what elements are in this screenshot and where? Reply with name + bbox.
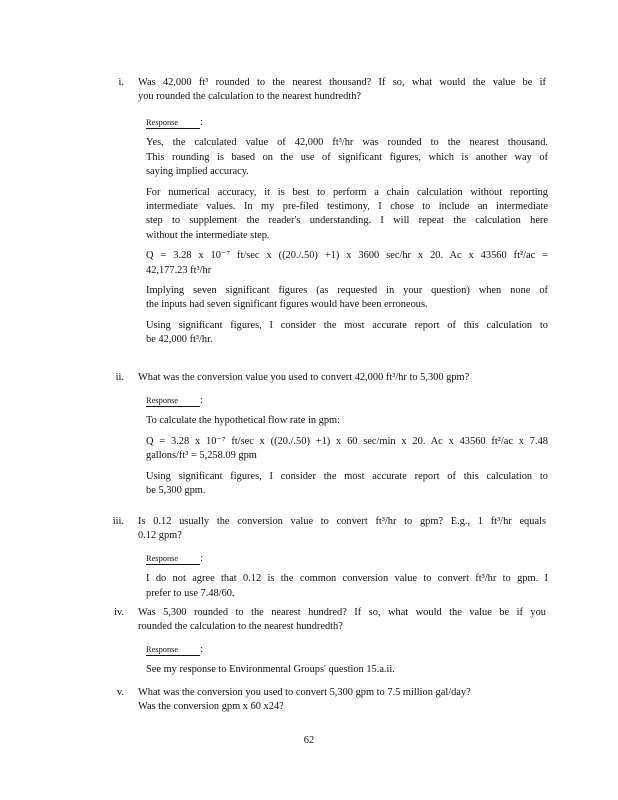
response-paragraph bbox=[146, 186, 548, 244]
response-paragraph bbox=[146, 414, 548, 428]
item-number: v. bbox=[116, 687, 124, 698]
item-number: ii. bbox=[115, 372, 124, 383]
paragraph-line: Using significant figures, I consider the most accurate report of this calculation to bbox=[146, 470, 548, 482]
response-paragraph bbox=[146, 572, 548, 601]
paragraph-line: To calculate the hypothetical flow rate in gpm: bbox=[146, 415, 341, 427]
question-line: rounded the calculation to the nearest hundredth? bbox=[138, 621, 343, 633]
response-block: Response : See my response to Environmental Groups' question 15.a.ii. bbox=[146, 643, 548, 684]
paragraph-line: Yes, the calculated value of 42,000 ft³/hr was rounded to the nearest thousand. bbox=[146, 137, 548, 149]
paragraph-line: Using significant figures, I consider the most accurate report of this calculation to bbox=[146, 319, 548, 331]
response-paragraph bbox=[146, 470, 548, 499]
response-block: Response : I do not agree that 0.12 is the common conversion value to convert ft³/hr to gpm. I prefer to use 7.48/60. bbox=[146, 552, 548, 607]
response-label: Response bbox=[146, 645, 200, 656]
paragraph-line: For numerical accuracy, it is best to perform a chain calculation without reporting bbox=[146, 186, 548, 198]
calculation-paragraph bbox=[146, 435, 548, 464]
paragraph-line: This rounding is based on the use of significant figures, which is another way of bbox=[146, 151, 548, 163]
paragraph-line: Implying seven significant figures (as requested in your question) when none of bbox=[146, 285, 548, 297]
response-label: Response bbox=[146, 554, 200, 565]
question-line: Was 42,000 ft³ rounded to the nearest thousand? If so, what would the value be if bbox=[138, 77, 546, 88]
question-line: Was 5,300 rounded to the nearest hundred? If so, what would the value be if you bbox=[138, 607, 546, 618]
response-block: Response : To calculate the hypothetical flow rate in gpm: Q = 3.28 x 10⁻⁷ ft/sec x ((20./.50) +1) x 60 sec/min x 20. Ac x 43560 ft²/ac x 7.48 gallons/ft³ = 5,258.09 gpm Using significant figures, I consider the most accurate report of this calculation to be 5,300 gpm. bbox=[146, 394, 548, 504]
item-number: i. bbox=[118, 77, 124, 88]
question-text bbox=[138, 686, 546, 715]
question-line: What was the conversion you used to convert 5,300 gpm to 7.5 million gal/day? bbox=[138, 687, 471, 698]
response-paragraph bbox=[146, 136, 548, 179]
question-line: you rounded the calculation to the nearest hundredth? bbox=[138, 91, 362, 103]
paragraph-line: step to supplement the reader's understanding. I will repeat the calculation here bbox=[146, 215, 548, 227]
paragraph-line: 42,177.23 ft³/hr bbox=[146, 264, 212, 276]
calculation-paragraph bbox=[146, 249, 548, 278]
question-text bbox=[138, 76, 546, 105]
response-label: Response bbox=[146, 118, 200, 129]
paragraph-line: intermediate values. In my pre-filed testimony, I chose to include an intermediate bbox=[146, 201, 548, 213]
response-paragraph bbox=[146, 319, 548, 348]
question-line: Was the conversion gpm x 60 x24? bbox=[138, 701, 284, 713]
page-number: 62 bbox=[303, 735, 315, 746]
paragraph-line: Q = 3.28 x 10⁻⁷ ft/sec x ((20./.50) +1) x 3600 sec/hr x 20. Ac x 43560 ft²/ac = bbox=[146, 250, 548, 262]
response-paragraph bbox=[146, 284, 548, 313]
paragraph-line: I do not agree that 0.12 is the common conversion value to convert ft³/hr to gpm. I bbox=[146, 573, 548, 585]
response-block: Response : Yes, the calculated value of 42,000 ft³/hr was rounded to the nearest thousand. This rounding is based on the use of significant figures, which is another way of saying implied accuracy. For numerical accuracy, it is best to perform a chain calculation without reporting intermediate values. In my pre-filed testimony, I chose to include an intermediate step to supplement the reader's understanding. I will repeat the calculation here without the intermediate step. Q = 3.28 x 10⁻⁷ ft/sec x ((20./.50) +1) x 3600 sec/hr x 20. Ac x 43560 ft²/ac = 42,177.23 ft³/hr Implying seven significant figures (as requested in your question) when none of the inputs had seven significant figures would have been erroneous. Using significant figures, I consider the most accurate report of this calculation to be 42,000 ft³/hr. bbox=[146, 116, 548, 354]
response-paragraph bbox=[146, 663, 548, 677]
paragraph-line: be 5,300 gpm. bbox=[146, 485, 206, 497]
question-text bbox=[138, 515, 546, 544]
question-text bbox=[138, 371, 546, 385]
item-number: iii. bbox=[112, 516, 124, 527]
item-number: iv. bbox=[113, 607, 124, 618]
paragraph-line: gallons/ft³ = 5,258.09 gpm bbox=[146, 450, 257, 462]
paragraph-line: the inputs had seven significant figures would have been erroneous. bbox=[146, 299, 428, 311]
question-line: Is 0.12 usually the conversion value to convert ft³/hr to gpm? E.g., 1 ft³/hr equals bbox=[138, 516, 546, 527]
paragraph-line: Q = 3.28 x 10⁻⁷ ft/sec x ((20./.50) +1) x 60 sec/min x 20. Ac x 43560 ft²/ac x 7.48 bbox=[146, 435, 548, 447]
paragraph-line: be 42,000 ft³/hr. bbox=[146, 334, 213, 346]
question-line: 0.12 gpm? bbox=[138, 530, 182, 542]
response-label: Response bbox=[146, 396, 200, 407]
paragraph-line: See my response to Environmental Groups' question 15.a.ii. bbox=[146, 664, 395, 676]
question-text bbox=[138, 606, 546, 635]
question-line: What was the conversion value you used to convert 42,000 ft³/hr to 5,300 gpm? bbox=[138, 372, 470, 383]
paragraph-line: without the intermediate step. bbox=[146, 229, 270, 241]
paragraph-line: prefer to use 7.48/60. bbox=[146, 587, 235, 599]
paragraph-line: saying implied accuracy. bbox=[146, 166, 249, 178]
